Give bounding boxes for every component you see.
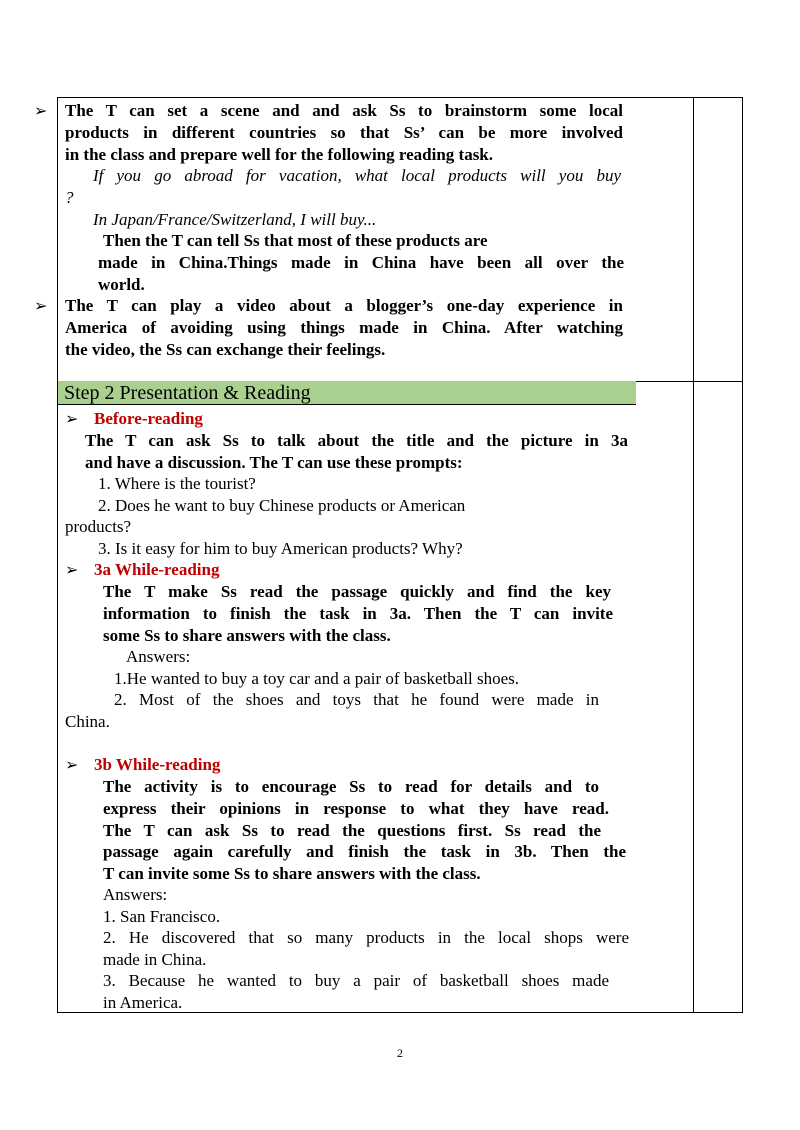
video-line: the video, the Ss can exchange their feelings. [65,340,386,359]
video-line: America of avoiding using things made in China. After watching [65,318,623,337]
task-3b-line: The T can ask Ss to read the questions first. Ss read the [103,821,601,840]
before-reading-heading: Before-reading [94,409,203,428]
answer-3b: made in China. [103,950,207,969]
answers-label: Answers: [126,647,191,666]
video-line: The T can play a video about a blogger’s one-day experience in [65,296,623,315]
before-line: and have a discussion. The T can use these prompts: [85,453,463,472]
intro-line: in the class and prepare well for the following reading task. [65,145,494,164]
arrow-bullet-icon: ➢ [65,560,79,579]
task-3b-line: passage again carefully and finish the task in 3b. Then the [103,842,626,861]
lesson-table [57,97,743,1013]
answer-3b: in America. [103,993,183,1012]
arrow-bullet-icon: ➢ [65,409,79,428]
answer-3b: 1. San Francisco. [103,907,221,926]
task-3b-line: express their opinions in response to what they have read. [103,799,609,818]
task-3b-line: The activity is to encourage Ss to read for details and to [103,777,599,796]
answers-label: Answers: [103,885,168,904]
answer-3a: 1.He wanted to buy a toy car and a pair of basketball shoes. [114,669,520,688]
answer-3a: China. [65,712,110,731]
then-line: world. [98,275,145,294]
while-reading-3b-heading: 3b While-reading [94,755,221,774]
answer-3b: 2. He discovered that so many products in the local shops were [103,928,629,947]
prompt-item: 2. Does he want to buy Chinese products or American [98,496,466,515]
prompt-item: 1. Where is the tourist? [98,474,256,493]
arrow-bullet-icon: ➢ [34,296,48,315]
column-divider [693,98,694,1012]
task-3a-line: information to finish the task in 3a. Then the T can invite [103,604,613,623]
while-reading-3a-heading: 3a While-reading [94,560,220,579]
answer-3b: 3. Because he wanted to buy a pair of basketball shoes made [103,971,609,990]
then-line: made in China.Things made in China have been all over the [98,253,624,272]
prompt-item: products? [65,517,132,536]
page-number: 2 [397,1046,403,1060]
before-line: The T can ask Ss to talk about the title and the picture in 3a [85,431,628,450]
prompt-item: 3. Is it easy for him to buy American products? Why? [98,539,463,558]
arrow-bullet-icon: ➢ [34,101,48,120]
then-line: Then the T can tell Ss that most of these products are [103,231,488,250]
question-line: ? [65,188,74,207]
task-3b-line: T can invite some Ss to share answers with the class. [103,864,481,883]
answer-line: In Japan/France/Switzerland, I will buy... [93,210,377,229]
step-title: Step 2 Presentation & Reading [64,382,311,404]
intro-line: The T can set a scene and and ask Ss to brainstorm some local [65,101,623,120]
arrow-bullet-icon: ➢ [65,755,79,774]
intro-line: products in different countries so that Ss’ can be more involved [65,123,623,142]
answer-3a: 2. Most of the shoes and toys that he found were made in [114,690,599,709]
task-3a-line: The T make Ss read the passage quickly and find the key [103,582,611,601]
task-3a-line: some Ss to share answers with the class. [103,626,391,645]
step-header [58,381,636,405]
question-line: If you go abroad for vacation, what local products will you buy [93,166,621,185]
